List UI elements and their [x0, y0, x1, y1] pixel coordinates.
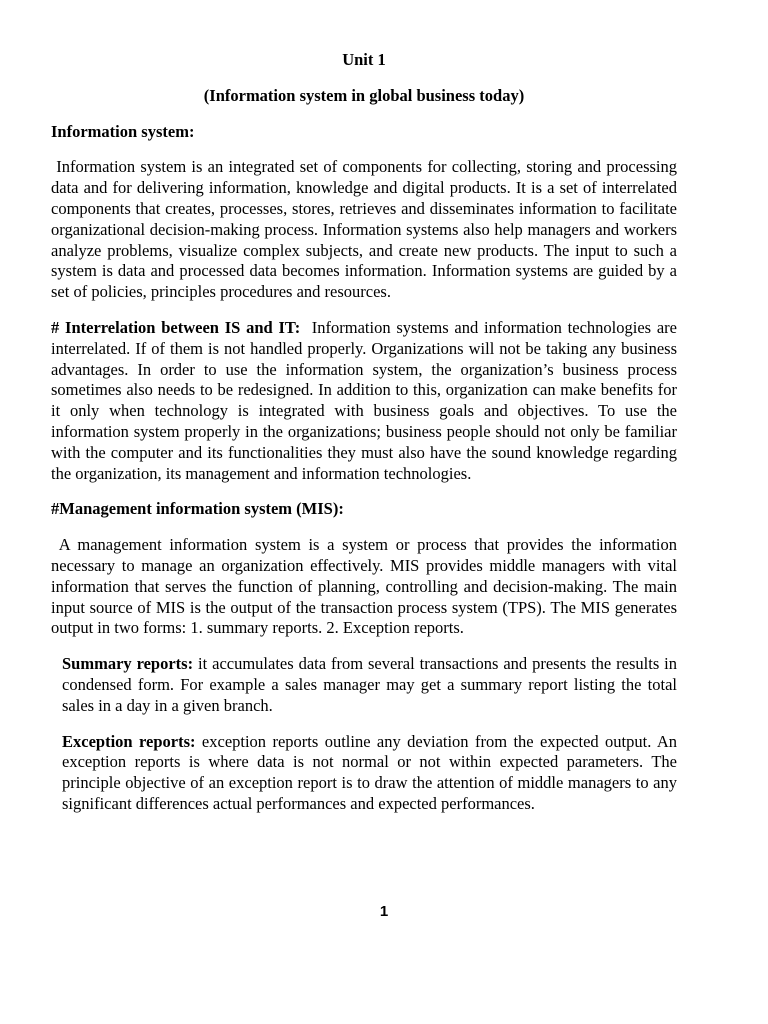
- document-page: [51, 50, 677, 830]
- unit-subtitle: (Information system in global business today): [203, 85, 525, 105]
- paragraph-summary-reports: [62, 654, 677, 716]
- page-number: 1: [379, 903, 389, 920]
- summary-reports-lead: Summary reports:: [62, 654, 194, 674]
- is-it-body-text: Information systems and information technologies are interrelated. If of them is not handled properly. Organizations will not be taking any business advantages. In order to use the information system, the organization’s business process sometimes also needs to be redesigned. In addition to this, organization can make benefits for it only when technology is integrated with business goals and objectives. To use the information system properly in the organizations; business people should not only be familiar with the computer and its functionalities they must also have the sound knowledge regarding the organization, its management and information technologies.: [51, 317, 678, 483]
- unit-title: Unit 1: [342, 50, 386, 69]
- section-lead-is-it: # Interrelation between IS and IT:: [51, 317, 301, 337]
- exception-reports-lead: Exception reports:: [62, 731, 196, 751]
- exception-reports-text: exception reports outline any deviation from the expected output. An exception reports is where data is not normal or not within expected parameters. The principle objective of an exception report is to draw the attention of middle managers to any significant differences actual performances and expected performances.: [62, 731, 678, 813]
- summary-reports-text: it accumulates data from several transactions and presents the results in condensed form. For example a sales manager may get a summary report listing the total sales in a day in a given branch.: [62, 654, 677, 715]
- section-heading-information-system: Information system:: [51, 121, 195, 141]
- paragraph-exception-reports: [62, 732, 677, 815]
- paragraph-mis: A management information system is a system or process that provides the information necessary to manage an organization effectively. MIS provides middle managers with vital information that serves the function of planning, controlling and decision-making. The main input source of MIS is the output of the transaction process system (TPS). The MIS generates output in two forms: 1. summary reports. 2. Exception reports.: [51, 535, 677, 638]
- paragraph-is-it-interrelation: [51, 318, 677, 484]
- paragraph-information-system: Information system is an integrated set of components for collecting, storing and processing data and for delivering information, knowledge and digital products. It is a set of interrelated components that creates, processes, stores, retrieves and disseminates information to facilitate organizational decision-making process. Information systems also help managers and workers analyze problems, visualize complex subjects, and create new products. The input to such a system is data and processed data becomes information. Information systems are guided by a set of policies, principles procedures and resources.: [51, 157, 677, 302]
- section-heading-mis: #Management information system (MIS):: [51, 499, 344, 519]
